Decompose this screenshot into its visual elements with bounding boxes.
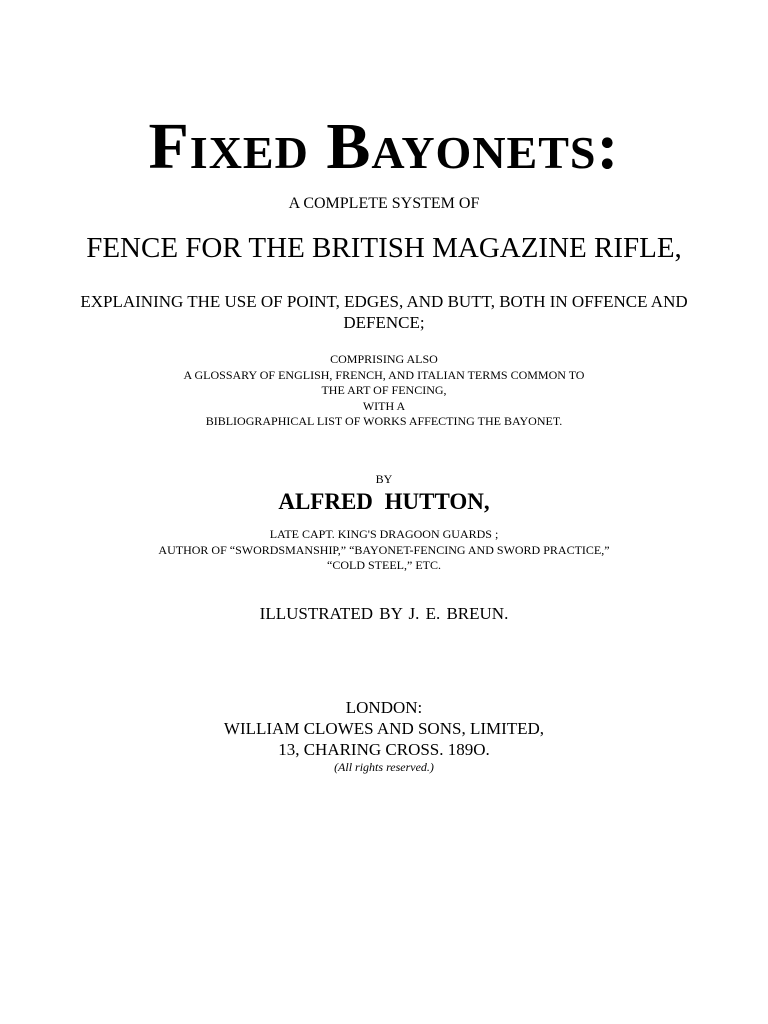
comprising-line: COMPRISING ALSO: [330, 352, 438, 366]
subtitle-explanation: EXPLAINING THE USE OF POINT, EDGES, AND BUTT, BOTH IN OFFENCE AND DEFENCE;: [80, 292, 688, 332]
by-label: BY: [375, 472, 393, 486]
author-name: ALFRED HUTTON,: [278, 489, 490, 514]
credential-line: “COLD STEEL,” ETC.: [327, 558, 441, 572]
book-title: Fixed Bayonets:: [148, 110, 620, 183]
subtitle-intro: A COMPLETE SYSTEM OF: [288, 195, 480, 212]
comprising-block: [0, 352, 768, 430]
subtitle-main: FENCE FOR THE BRITISH MAGAZINE RIFLE,: [86, 232, 682, 264]
comprising-line: WITH A: [362, 398, 406, 413]
illustrator-credit: ILLUSTRATED BY J. E. BREUN.: [259, 604, 509, 623]
imprint-publisher: WILLIAM CLOWES AND SONS, LIMITED,: [223, 719, 545, 738]
author-credentials: [0, 527, 768, 574]
rights-notice: (All rights reserved.): [334, 760, 434, 774]
imprint-city: LONDON:: [345, 698, 423, 717]
imprint-block: [0, 697, 768, 775]
comprising-line: THE ART OF FENCING,: [321, 383, 447, 397]
comprising-line: BIBLIOGRAPHICAL LIST OF WORKS AFFECTING THE BAYONET.: [205, 414, 563, 428]
imprint-address-year: 13, CHARING CROSS. 189O.: [278, 740, 490, 759]
credential-line: LATE CAPT. KING'S DRAGOON GUARDS ;: [269, 527, 499, 541]
credential-line: AUTHOR OF “SWORDSMANSHIP,” “BAYONET-FENCING AND SWORD PRACTICE,”: [158, 542, 610, 557]
comprising-line: A GLOSSARY OF ENGLISH, FRENCH, AND ITALIAN TERMS COMMON TO: [183, 367, 585, 382]
